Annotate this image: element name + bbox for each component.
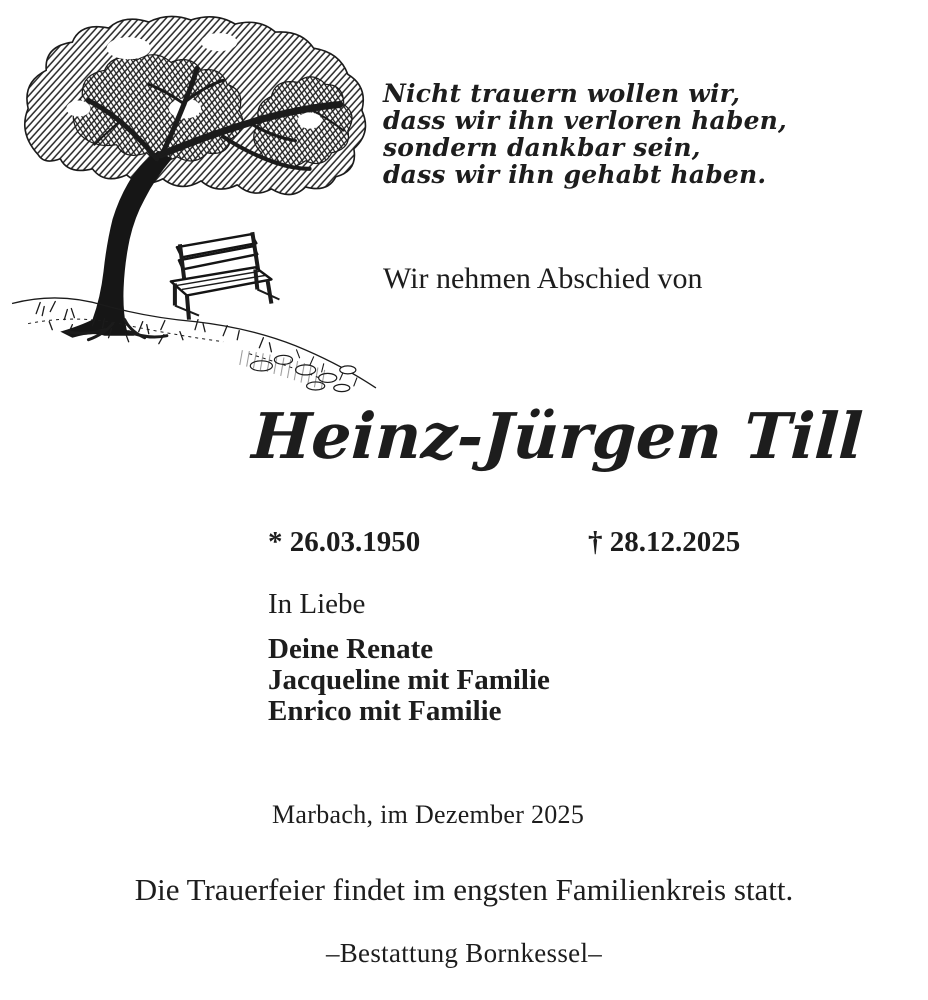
poem-line: Nicht trauern wollen wir,: [383, 79, 741, 108]
death-date: † 28.12.2025: [588, 526, 741, 558]
birth-date: * 26.03.1950: [268, 526, 421, 558]
deceased-name: Heinz-Jürgen Till: [250, 399, 865, 473]
salutation: In Liebe: [268, 588, 366, 620]
funeral-note: Die Trauerfeier findet im engsten Familienkreis statt.: [134, 872, 794, 907]
place-date: Marbach, im Dezember 2025: [272, 800, 585, 829]
mourner-line: Deine Renate: [268, 633, 434, 665]
farewell-intro: Wir nehmen Abschied von: [383, 262, 703, 295]
mourner-line: Jacqueline mit Familie: [268, 664, 550, 696]
mourners-list: [268, 634, 550, 727]
memorial-poem: [383, 80, 787, 188]
life-dates: [0, 526, 928, 566]
poem-line: sondern dankbar sein,: [383, 133, 701, 162]
undertaker-name: –Bestattung Bornkessel–: [325, 938, 603, 968]
poem-line: dass wir ihn verloren haben,: [383, 106, 787, 135]
tree-with-bench-icon: [8, 12, 380, 394]
poem-line: dass wir ihn gehabt haben.: [383, 160, 767, 189]
mourner-line: Enrico mit Familie: [268, 695, 502, 727]
tree-bench-illustration: [8, 12, 380, 394]
